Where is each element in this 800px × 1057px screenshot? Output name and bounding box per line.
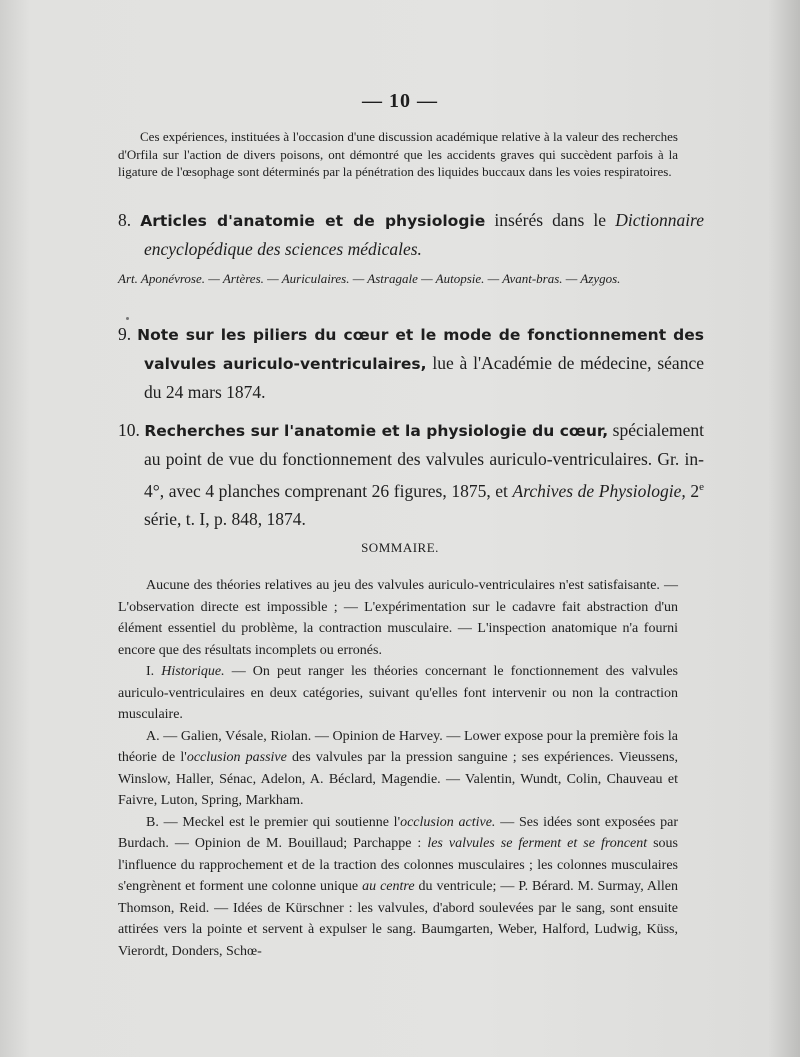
item-8-note: Art. Aponévrose. — Artères. — Auriculaires. — Astragale — Autopsie. — Avant-bras. — Azygos. <box>118 271 621 286</box>
paragraph-italic: les valvules se ferment et se froncent <box>427 836 648 851</box>
paragraph-text: sous l'influence du rapprochement et de la traction des colonnes musculaires ; les colonnes musculaires s'engrènent et forment une colonne unique <box>118 836 678 894</box>
item-text: lue à l'Académie de médecine, séance du 24 mars 1874. <box>144 353 704 402</box>
series-superscript: e <box>699 481 705 493</box>
sommaire-heading: SOMMAIRE. <box>361 540 439 555</box>
list-item-9 <box>118 320 704 406</box>
sommaire-paragraph <box>118 726 678 812</box>
paragraph-italic: occlusion active. <box>400 814 496 830</box>
sommaire-paragraph <box>118 661 678 726</box>
series-number: 2 <box>690 480 700 501</box>
item-text: spécialement au point de vue du fonctionnement des valvules auriculo-ventriculaires. Gr. in-4°, avec 4 planches comprenant 26 figures, 1875, et <box>144 420 704 501</box>
item-text: insérés dans le <box>485 210 616 230</box>
sommaire-paragraph: Aucune des théories relatives au jeu des valvules auriculo-ventriculaires n'est satisfaisante. — L'observation directe est impossible ; — L'expérimentation sur le cadavre fait abstraction d'un élément essentiel du problème, la contraction musculaire. — L'inspection anatomique n'a fourni encore que des résultats incomplets ou erronés. <box>118 578 678 658</box>
section-title: Historique. <box>161 664 225 679</box>
item-italic: Archives de Physiologie, <box>512 480 686 501</box>
item-italic: Dictionnaire encyclopédique des sciences médicales. <box>144 210 704 259</box>
item-title: Note sur les piliers du cœur et le mode de fonctionnement des valvules auriculo-ventriculaires, <box>137 326 704 373</box>
item-tail: série, t. I, p. 848, 1874. <box>144 508 306 529</box>
sommaire-paragraph <box>118 812 678 963</box>
section-text: — On peut ranger les théories concernant le fonctionnement des valvules auriculo-ventriculaires en deux catégories, suivant qu'elles font intervenir ou non la contraction musculaire. <box>118 664 678 722</box>
item-number: 9. <box>118 324 132 344</box>
item-title: Recherches sur l'anatomie et la physiologie du cœur, <box>144 422 609 440</box>
sommaire-body <box>118 575 678 962</box>
list-item-10 <box>118 416 704 533</box>
paragraph-italic: occlusion passive <box>186 750 287 765</box>
list-item-8 <box>118 206 704 263</box>
paragraph-text: — Ses idées sont exposées par Burdach. — Opinion de M. Bouillaud; Parchappe : <box>118 814 678 851</box>
item-number: 8. <box>118 210 132 230</box>
paragraph-text: A. — Galien, Vésale, Riolan. — Opinion de Harvey. — Lower expose pour la première fois la théorie de l' <box>118 728 678 765</box>
page-number: — 10 — <box>362 90 438 112</box>
paragraph-italic: au centre <box>362 879 415 894</box>
item-title: Articles d'anatomie et de physiologie <box>140 212 486 230</box>
paragraph-text: B. — Meckel est le premier qui soutienne l' <box>146 814 401 830</box>
intro-paragraph: Ces expériences, instituées à l'occasion d'une discussion académique relative à la valeur des recherches d'Orfila sur l'action de divers poisons, ont démontré que les accidents graves qui succèdent parfois à la ligature de l'œsophage sont déterminés par la pénétration des liquides buccaux dans les voies respiratoires. <box>118 129 678 179</box>
section-label: I. <box>146 664 162 679</box>
paragraph-text: du ventricule; — P. Bérard. M. Surmay, Allen Thomson, Reid. — Idées de Kürschner : les valvules, d'abord soulevées par le sang, sont ensuite attirées vers la pointe et servent à expulser le sang. Baumgarten, Weber, Halford, Ludwig, Küss, Vierordt, Donders, Schœ- <box>118 879 679 959</box>
item-number: 10. <box>118 420 140 440</box>
paragraph-text: des valvules par la pression sanguine ; ses expériences. Vieussens, Winslow, Haller, Sénac, Adelon, A. Béclard, Magendie. — Valentin, Wundt, Colin, Chauveau et Faivre, Luton, Spring, Markham. <box>118 750 678 808</box>
